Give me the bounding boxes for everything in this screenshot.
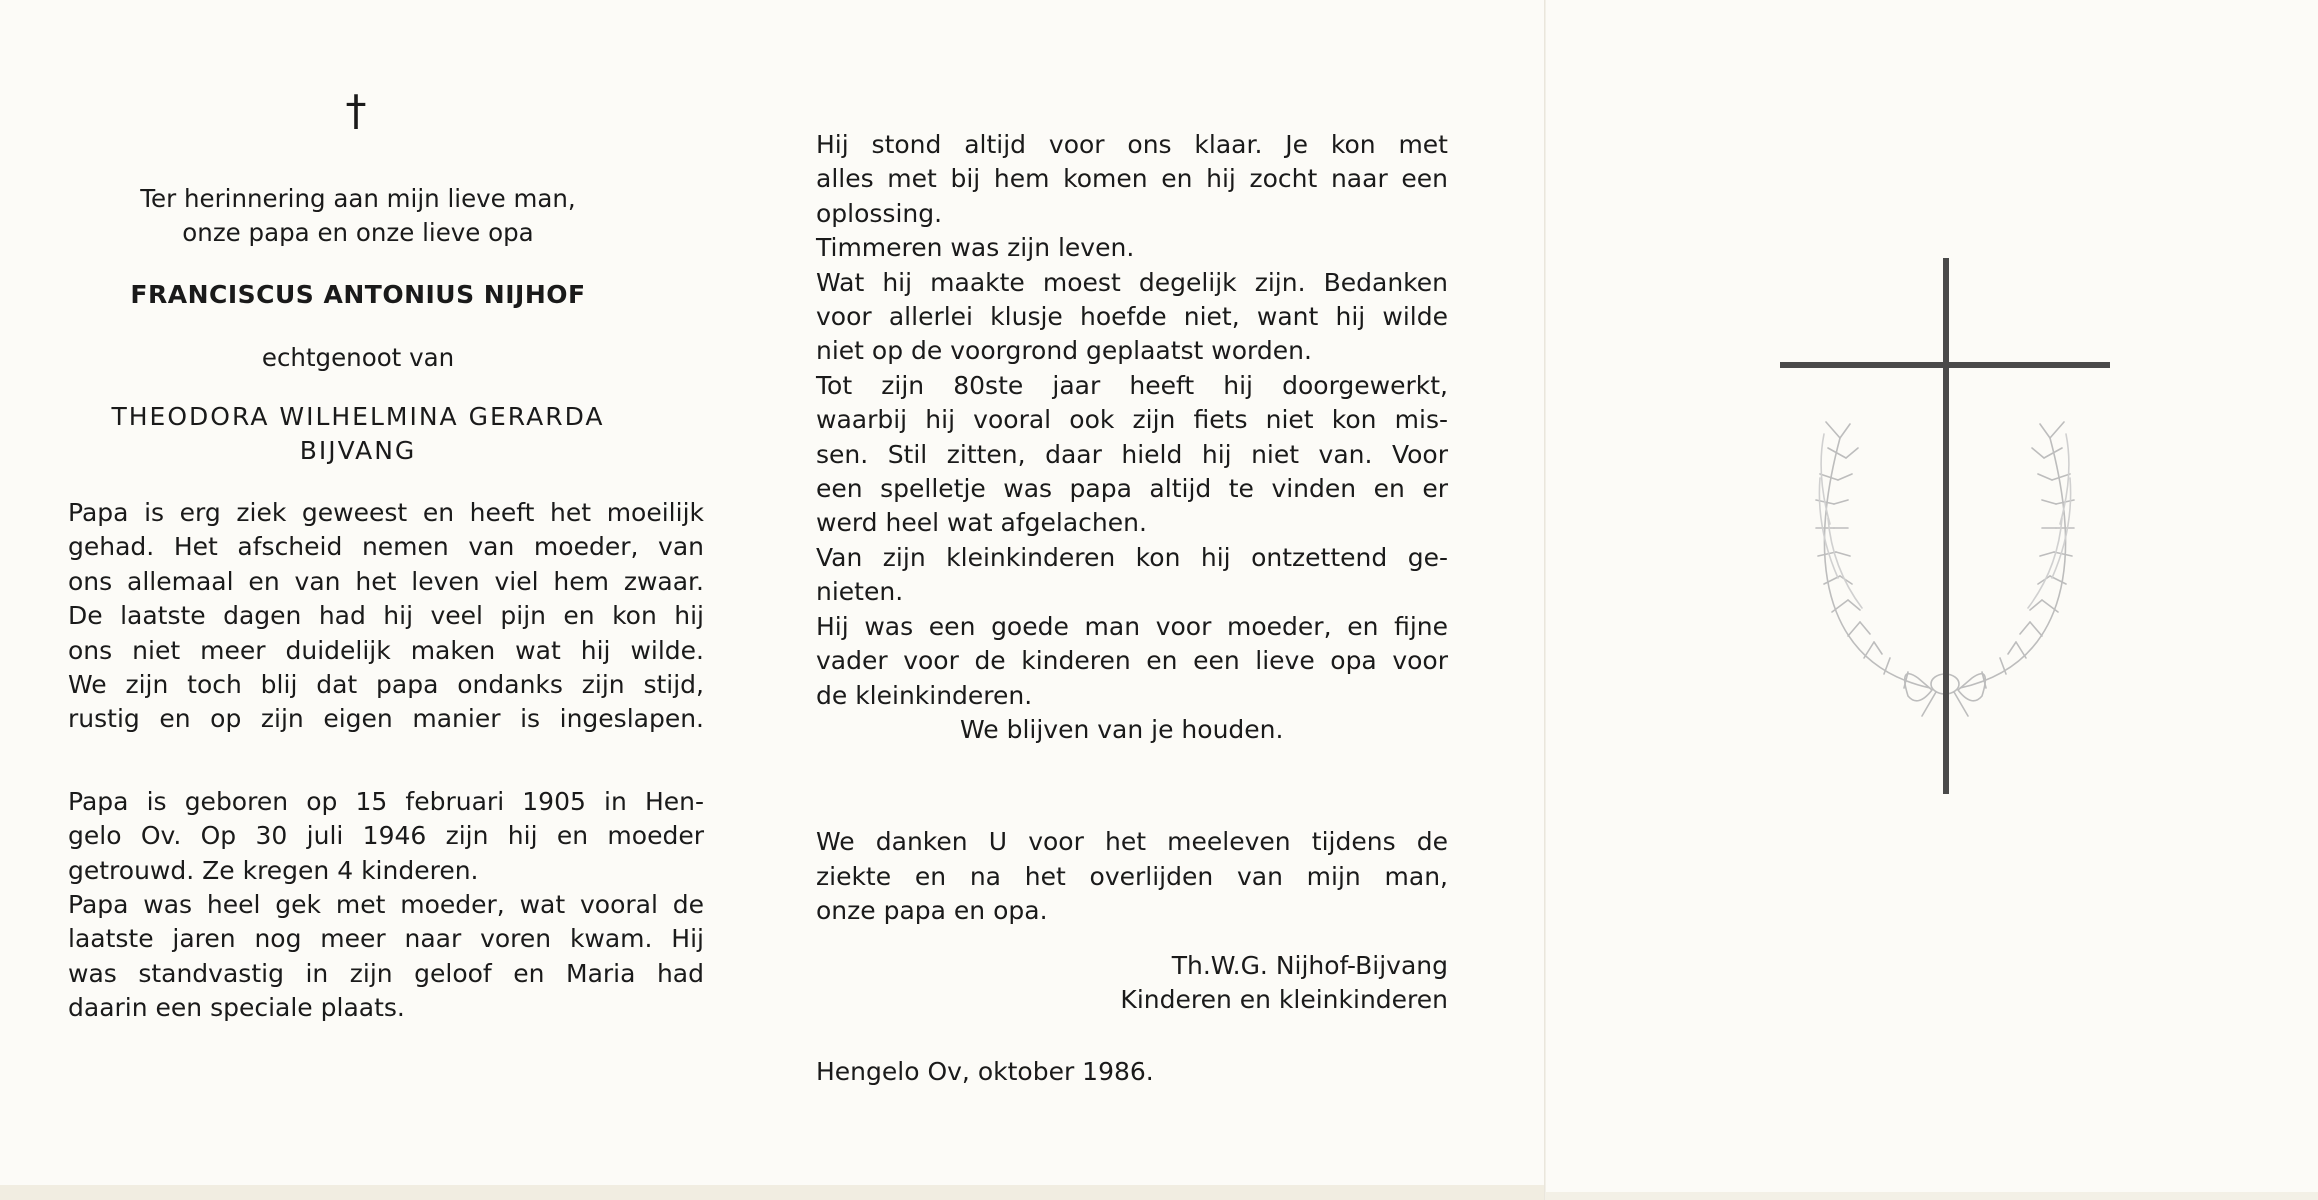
text-line: ons allemaal en van het leven viel hem zwaar. [68,566,704,596]
text-line: een spelletje was papa altijd te vinden en er [816,474,1448,504]
deceased-name: FRANCISCUS ANTONIUS NIJHOF [130,280,586,309]
paragraph-thanks [816,825,1448,928]
cross-wreath-icon [1780,258,2110,794]
place-date: Hengelo Ov, oktober 1986. [816,1057,1154,1087]
paper-edge-right [1546,1192,2318,1200]
text-line: We danken U voor het meeleven tijdens de [816,827,1448,857]
signature-line: Kinderen en kleinkinderen [1120,984,1448,1014]
intro-line: onze papa en onze lieve opa [182,218,534,247]
text-line: Papa is geboren op 15 februari 1905 in Hen- [68,786,704,816]
paper-edge [0,1185,1544,1200]
text-line: Tot zijn 80ste jaar heeft hij doorgewerkt, [816,370,1448,400]
intro-text [40,182,676,250]
paragraph-character [816,128,1448,747]
middle-column [816,128,1448,1090]
spouse-label: echtgenoot van [261,343,455,372]
paragraph-biography [68,785,704,1026]
intro-line: Ter herinnering aan mijn lieve man, [140,184,576,213]
text-line: We zijn toch blij dat papa ondanks zijn stijd, [68,670,704,700]
text-line: Timmeren was zijn leven. [816,233,1135,263]
signature [816,949,1448,1018]
text-line: voor allerlei klusje hoefde niet, want hij wilde [816,302,1448,332]
text-line: sen. Stil zitten, daar hield hij niet van. Voor [816,439,1448,469]
text-line: Hij stond altijd voor ons klaar. Je kon met [816,130,1448,159]
text-line: onze papa en opa. [816,896,1048,926]
signature-line: Th.W.G. Nijhof-Bijvang [1171,950,1448,980]
spouse-name-line: BIJVANG [299,436,417,465]
text-line: was standvastig in zijn geloof en Maria had [68,958,704,988]
text-line: laatste jaren nog meer naar voren kwam. Hij [68,924,704,954]
text-line: Hij was een goede man voor moeder, en fijne [816,611,1448,641]
paragraph-illness [68,496,704,737]
closing-line: We blijven van je houden. [960,714,1284,744]
text-line: alles met bij hem komen en hij zocht naar een [816,164,1448,194]
text-line: rustig en op zijn eigen manier is ingeslapen. [68,704,704,734]
text-line: niet op de voorgrond geplaatst worden. [816,336,1312,366]
text-line: werd heel wat afgelachen. [816,508,1147,538]
text-line: waarbij hij vooral ook zijn fiets niet kon mis- [816,405,1448,435]
text-line: gehad. Het afscheid nemen van moeder, van [68,532,704,562]
text-line: nieten. [816,577,904,607]
spouse-name-line: THEODORA WILHELMINA GERARDA [111,402,605,431]
left-column [68,86,704,1026]
cross-symbol: † [345,86,367,135]
text-line: oplossing. [816,198,943,228]
text-line: gelo Ov. Op 30 juli 1946 zijn hij en moeder [68,821,704,851]
text-line: daarin een speciale plaats. [68,993,405,1023]
text-line: ons niet meer duidelijk maken wat hij wilde. [68,635,704,665]
text-line: ziekte en na het overlijden van mijn man, [816,861,1448,891]
text-line: Papa was heel gek met moeder, wat vooral de [68,890,704,920]
card-fold [1544,0,1546,1200]
text-line: De laatste dagen had hij veel pijn en kon hij [68,601,704,631]
text-line: de kleinkinderen. [816,680,1033,710]
text-line: Wat hij maakte moest degelijk zijn. Bedanken [816,267,1448,297]
text-line: Van zijn kleinkinderen kon hij ontzettend ge- [816,542,1448,572]
text-line: Papa is erg ziek geweest en heeft het moeilijk [68,498,704,527]
spouse-name [40,400,676,468]
text-line: getrouwd. Ze kregen 4 kinderen. [68,855,479,885]
text-line: vader voor de kinderen en een lieve opa voor [816,646,1448,676]
